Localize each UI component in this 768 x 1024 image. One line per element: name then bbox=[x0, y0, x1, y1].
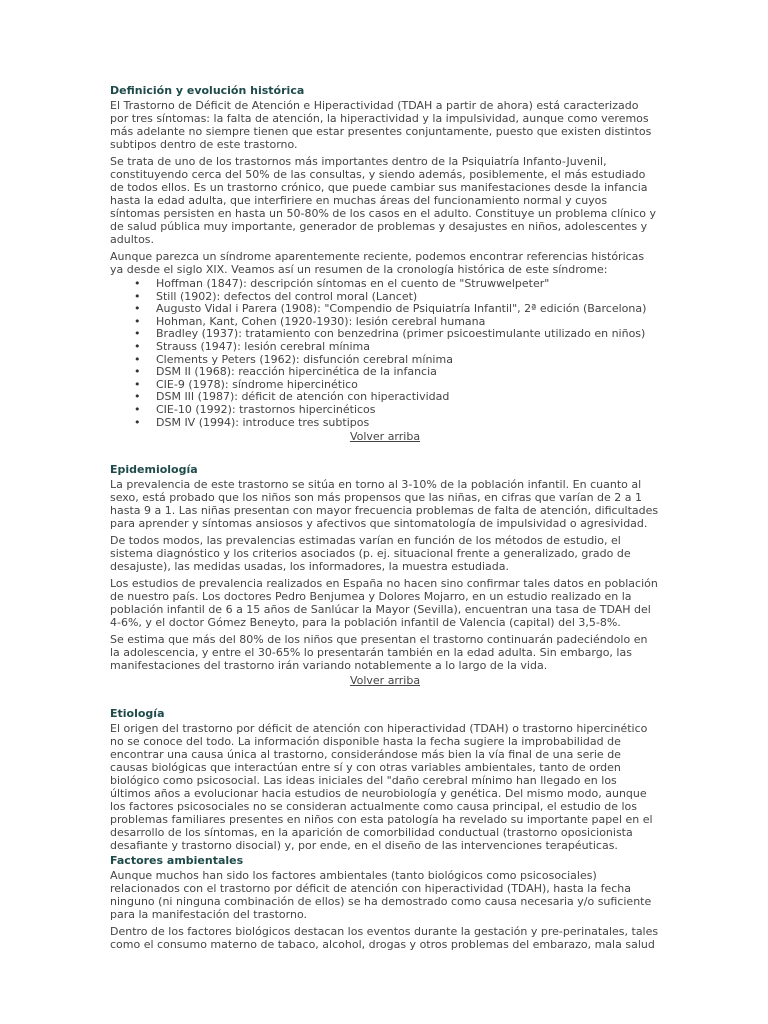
section-etiologia bbox=[110, 707, 660, 852]
section-title-definicion: Definición y evolución histórica bbox=[110, 84, 305, 97]
back-to-top-link[interactable]: Volver arriba bbox=[349, 674, 421, 688]
bullet-icon: • bbox=[134, 352, 141, 366]
list-item-text: Hohman, Kant, Cohen (1920-1930): lesión cerebral humana bbox=[156, 314, 486, 328]
section-definicion bbox=[110, 84, 660, 443]
paragraph: Aunque parezca un síndrome aparentemente reciente, podemos encontrar referencias históricas ya desde el siglo XIX. Veamos así un resumen de la cronología histórica de este síndrome: bbox=[110, 250, 645, 276]
bullet-icon: • bbox=[134, 377, 141, 391]
bullet-icon: • bbox=[134, 327, 141, 341]
list-item-text: Augusto Vidal i Parera (1908): "Compendio de Psiquiatría Infantil", 2ª edición (Barcelona) bbox=[156, 302, 647, 316]
paragraph: El origen del trastorno por déficit de atención con hiperactividad (TDAH) o trastorno hipercinético no se conoce del todo. La información disponible hasta la fecha sugiere la improbabilidad de encontrar una causa única al trastorno, considerándose más bien la vía final de una serie de causas biológicas que interactúan entre sí y con otras variables ambientales, tanto de orden biológico como psicosocial. Las ideas iniciales del "daño cerebral mínimo han llegado en los últimos años a evolucionar hacia estudios de neurobiología y genética. Del mismo modo, aunque los factores psicosociales no se consideran actualmente como causa principal, el estudio de los problemas familiares presentes en niños con esta patología ha revelado su importante papel en el desarrollo de los síntomas, en la aparición de comorbilidad conductual (trastorno oposicionista desafiante y trastorno disocial) y, por ende, en el diseño de las intervenciones terapéuticas. bbox=[110, 722, 653, 853]
section-factores-ambientales bbox=[110, 854, 660, 951]
section-title-factores-ambientales: Factores ambientales bbox=[110, 854, 244, 868]
bullet-icon: • bbox=[134, 415, 141, 429]
paragraph: Los estudios de prevalencia realizados en España no hacen sino confirmar tales datos en población de nuestro país. Los doctores Pedro Benjumea y Dolores Mojarro, en un estudio realizado en la población infantil de 6 a 15 años de Sanlúcar la Mayor (Sevilla), encuentran una tasa de TDAH del 4-6%, y el doctor Gómez Beneyto, para la población infantil de Valencia (capital) del 3,5-8%. bbox=[110, 577, 658, 630]
paragraph: Aunque muchos han sido los factores ambientales (tanto biológicos como psicosociales) relacionados con el trastorno por déficit de atención con hiperactividad (TDAH), hasta la fecha ninguno (ni ninguna combinación de ellos) se ha demostrado como causa necesaria y/o suficiente para la manifestación del trastorno. bbox=[110, 869, 652, 922]
paragraph: Se trata de uno de los trastornos más importantes dentro de la Psiquiatría Infanto-Juvenil, constituyendo cerca del 50% de las consultas, y siendo además, posiblemente, el más estudiado de todos ellos. Es un trastorno crónico, que puede cambiar sus manifestaciones desde la infancia hasta la edad adulta, que interfiriere en muchas áreas del funcionamiento normal y cuyos síntomas persisten en hasta un 50-80% de los casos en el adulto. Constituye un problema clínico y de salud pública muy importante, generador de problemas y desajustes en niños, adolescentes y adultos. bbox=[110, 155, 656, 246]
bullet-icon: • bbox=[134, 289, 141, 303]
bullet-icon: • bbox=[134, 390, 141, 404]
paragraph: Se estima que más del 80% de los niños que presentan el trastorno continuarán padeciéndolo en la adolescencia, y entre el 30-65% lo presentarán también en la edad adulta. Sin embargo, las manifestaciones del trastorno irán variando notablemente a lo largo de la vida. bbox=[110, 633, 648, 673]
list-item-text: Bradley (1937): tratamiento con benzedrina (primer psicoestimulante utilizado en niños) bbox=[156, 327, 646, 341]
list-item-text: Still (1902): defectos del control moral (Lancet) bbox=[156, 289, 418, 303]
bullet-icon: • bbox=[134, 339, 141, 353]
bullet-icon: • bbox=[134, 365, 141, 379]
bullet-icon: • bbox=[134, 302, 141, 316]
bullet-icon: • bbox=[134, 314, 141, 328]
list-item-text: DSM II (1968): reacción hipercinética de la infancia bbox=[156, 365, 437, 379]
list-item bbox=[134, 415, 660, 430]
list-item-text: CIE-10 (1992): trastornos hipercinéticos bbox=[156, 402, 376, 416]
list-item-text: Hoffman (1847): descripción síntomas en el cuento de "Struwwelpeter" bbox=[156, 277, 550, 290]
document-content bbox=[110, 84, 660, 955]
list-item-text: Clements y Peters (1962): disfunción cerebral mínima bbox=[156, 352, 453, 366]
list-item-text: DSM III (1987): déficit de atención con hiperactividad bbox=[156, 390, 450, 404]
back-to-top-link[interactable]: Volver arriba bbox=[349, 430, 421, 444]
section-title-epidemiologia: Epidemiología bbox=[110, 463, 198, 477]
paragraph: El Trastorno de Déficit de Atención e Hiperactividad (TDAH a partir de ahora) está caracterizado por tres síntomas: la falta de atención, la hiperactividad y la impulsividad, aunque como veremos más adelante no siempre tienen que estar presentes conjuntamente, puesto que existen distintos subtipos dentro de este trastorno. bbox=[110, 99, 652, 151]
section-epidemiologia bbox=[110, 463, 660, 687]
bullet-icon: • bbox=[134, 402, 141, 416]
paragraph: Dentro de los factores biológicos destacan los eventos durante la gestación y pre-perinatales, tales como el consumo materno de tabaco, alcohol, drogas y otros problemas del embarazo, mala salud bbox=[110, 925, 659, 952]
list-item-text: DSM IV (1994): introduce tres subtipos bbox=[156, 415, 370, 429]
list-item-text: CIE-9 (1978): síndrome hipercinético bbox=[156, 377, 358, 391]
bullet-icon: • bbox=[134, 277, 141, 290]
section-title-etiologia: Etiología bbox=[110, 707, 165, 721]
paragraph: De todos modos, las prevalencias estimadas varían en función de los métodos de estudio, el sistema diagnóstico y los criterios asociados (p. ej. situacional frente a generalizado, grado de desajuste), las medidas usadas, los informadores, la muestra estudiada. bbox=[110, 534, 631, 574]
paragraph: La prevalencia de este trastorno se sitúa en torno al 3-10% de la población infantil. En cuanto al sexo, está probado que los niños son más propensos que las niñas, en cifras que varían de 2 a 1 hasta 9 a 1. Las niñas presentan con mayor frecuencia problemas de falta de atención, dificultades para aprender y síntomas ansiosos y afectivos que sintomatología de impulsividad o agresividad. bbox=[110, 478, 659, 531]
chronology-list bbox=[110, 278, 660, 429]
list-item-text: Strauss (1947): lesión cerebral mínima bbox=[156, 339, 370, 353]
